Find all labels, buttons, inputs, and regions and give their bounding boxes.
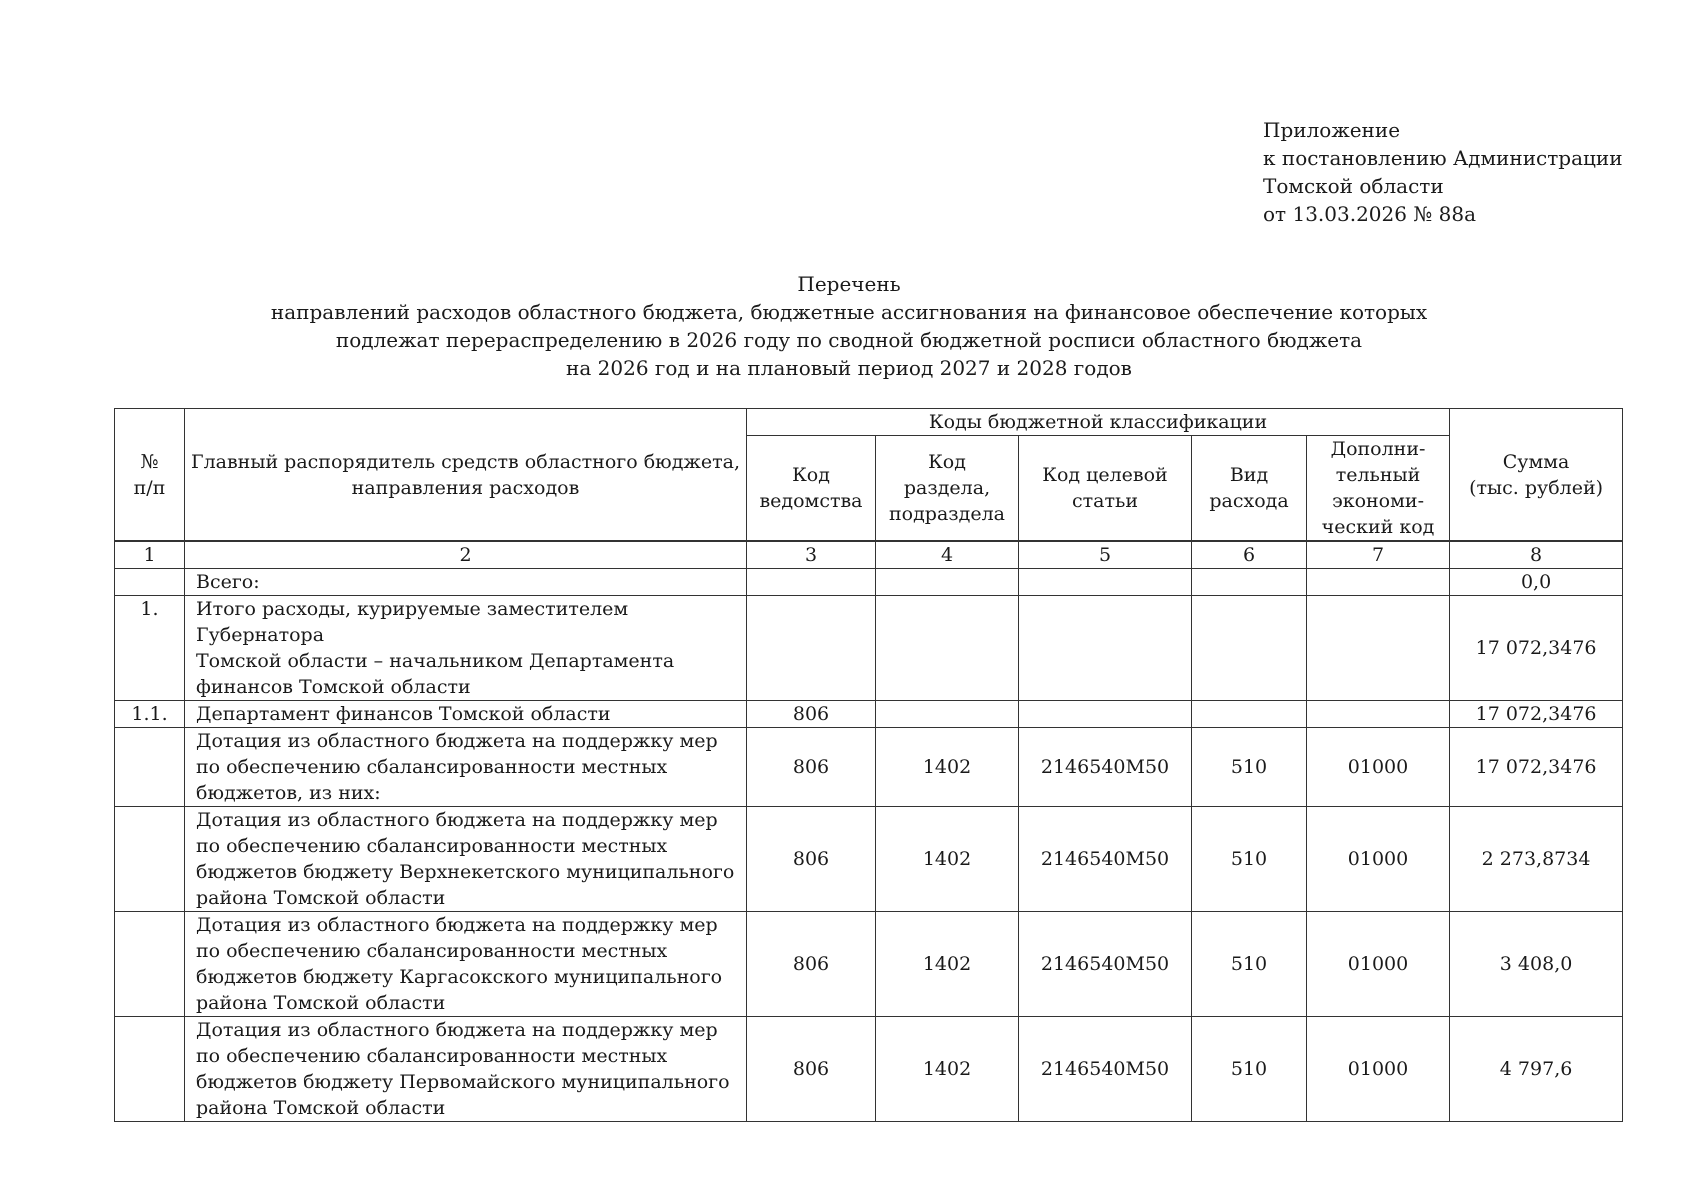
header-expense-type: Вид расхода	[1192, 436, 1307, 542]
header-dept-code: Код ведомства	[747, 436, 876, 542]
table-row	[115, 807, 1623, 912]
row-sum: 17 072,3476	[1450, 701, 1623, 728]
row-sum: 17 072,3476	[1450, 596, 1623, 701]
row-section-code: 1402	[876, 728, 1019, 807]
column-number: 7	[1307, 541, 1450, 569]
row-dept-code: 806	[747, 912, 876, 1017]
column-number: 2	[185, 541, 747, 569]
row-target-code: 2146540М50	[1019, 1017, 1192, 1122]
row-expense-type: 510	[1192, 1017, 1307, 1122]
row-section-code	[876, 596, 1019, 701]
appendix-line: Приложение	[1263, 118, 1401, 142]
column-numbers-row	[115, 541, 1623, 569]
row-extra-code: 01000	[1307, 807, 1450, 912]
row-name: Всего:	[185, 569, 747, 596]
row-section-code: 1402	[876, 807, 1019, 912]
row-target-code	[1019, 596, 1192, 701]
appendix-line: Томской области	[1263, 174, 1444, 198]
row-extra-code	[1307, 701, 1450, 728]
header-codes-group: Коды бюджетной классификации	[747, 409, 1450, 436]
document-title	[0, 270, 1698, 382]
row-number	[115, 1017, 185, 1122]
header-num: № п/п	[115, 409, 185, 542]
row-name: Дотация из областного бюджета на поддержку мер по обеспечению сбалансированности местных бюджетов бюджету Каргасокского муниципального района Томской области	[185, 912, 747, 1017]
row-target-code: 2146540М50	[1019, 912, 1192, 1017]
row-expense-type: 510	[1192, 728, 1307, 807]
appendix-date-number: от 13.03.2026 № 88а	[1263, 202, 1476, 226]
table-row	[115, 701, 1623, 728]
row-dept-code: 806	[747, 807, 876, 912]
row-name: Департамент финансов Томской области	[185, 701, 747, 728]
table-row	[115, 569, 1623, 596]
row-sum: 3 408,0	[1450, 912, 1623, 1017]
row-sum: 4 797,6	[1450, 1017, 1623, 1122]
appendix-block	[1263, 116, 1623, 228]
row-expense-type: 510	[1192, 912, 1307, 1017]
row-number	[115, 728, 185, 807]
header-name: Главный распорядитель средств областного бюджета, направления расходов	[185, 409, 747, 542]
budget-table	[114, 408, 1623, 1122]
row-target-code: 2146540М50	[1019, 807, 1192, 912]
row-target-code: 2146540М50	[1019, 728, 1192, 807]
column-number: 5	[1019, 541, 1192, 569]
column-number: 4	[876, 541, 1019, 569]
row-number	[115, 912, 185, 1017]
header-target-code: Код целевой статьи	[1019, 436, 1192, 542]
appendix-line: к постановлению Администрации	[1263, 146, 1623, 170]
row-extra-code	[1307, 569, 1450, 596]
row-name: Дотация из областного бюджета на поддержку мер по обеспечению сбалансированности местных бюджетов, из них:	[185, 728, 747, 807]
table-row	[115, 728, 1623, 807]
row-name: Итого расходы, курируемые заместителем Губернатора Томской области – начальником Департамента финансов Томской области	[185, 596, 747, 701]
row-expense-type	[1192, 569, 1307, 596]
row-number	[115, 569, 185, 596]
row-dept-code: 806	[747, 728, 876, 807]
title-line: на 2026 год и на плановый период 2027 и 2028 годов	[566, 356, 1132, 380]
column-number: 8	[1450, 541, 1623, 569]
title-line: подлежат перераспределению в 2026 году по сводной бюджетной росписи областного бюджета	[335, 328, 1363, 352]
row-dept-code: 806	[747, 701, 876, 728]
row-number: 1.1.	[115, 701, 185, 728]
row-extra-code: 01000	[1307, 912, 1450, 1017]
row-sum: 17 072,3476	[1450, 728, 1623, 807]
row-expense-type: 510	[1192, 807, 1307, 912]
row-target-code	[1019, 569, 1192, 596]
row-dept-code	[747, 596, 876, 701]
row-expense-type	[1192, 701, 1307, 728]
row-extra-code: 01000	[1307, 1017, 1450, 1122]
header-section-code: Код раздела, подраздела	[876, 436, 1019, 542]
row-name: Дотация из областного бюджета на поддержку мер по обеспечению сбалансированности местных бюджетов бюджету Первомайского муниципального района Томской области	[185, 1017, 747, 1122]
table-row	[115, 1017, 1623, 1122]
row-target-code	[1019, 701, 1192, 728]
row-extra-code	[1307, 596, 1450, 701]
row-section-code: 1402	[876, 912, 1019, 1017]
row-number: 1.	[115, 596, 185, 701]
row-section-code	[876, 569, 1019, 596]
row-extra-code: 01000	[1307, 728, 1450, 807]
column-number: 3	[747, 541, 876, 569]
row-number	[115, 807, 185, 912]
table-row	[115, 912, 1623, 1017]
header-extra-code: Дополни- тельный экономи- ческий код	[1307, 436, 1450, 542]
row-dept-code: 806	[747, 1017, 876, 1122]
row-name: Дотация из областного бюджета на поддержку мер по обеспечению сбалансированности местных бюджетов бюджету Верхнекетского муниципального района Томской области	[185, 807, 747, 912]
row-section-code: 1402	[876, 1017, 1019, 1122]
column-number: 6	[1192, 541, 1307, 569]
title-line: направлений расходов областного бюджета, бюджетные ассигнования на финансовое обеспечение которых	[270, 300, 1428, 324]
row-section-code	[876, 701, 1019, 728]
row-sum: 2 273,8734	[1450, 807, 1623, 912]
row-expense-type	[1192, 596, 1307, 701]
row-dept-code	[747, 569, 876, 596]
header-sum: Сумма (тыс. рублей)	[1450, 409, 1623, 542]
title-line: Перечень	[797, 272, 901, 296]
row-sum: 0,0	[1450, 569, 1623, 596]
column-number: 1	[115, 541, 185, 569]
table-row	[115, 596, 1623, 701]
